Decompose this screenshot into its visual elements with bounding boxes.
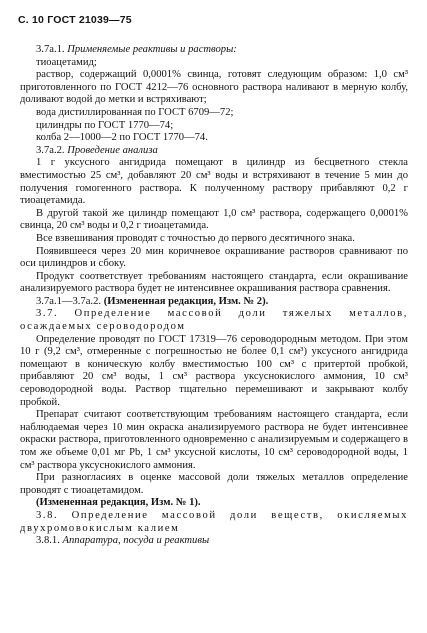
section-3-7a-1-heading	[20, 44, 408, 57]
paragraph: Все взвешивания проводят с точностью до первого десятичного знака.	[36, 232, 355, 244]
paragraph: В другой такой же цилиндр помещают 1,0 см³ раствора, содержащего 0,0001% свинца, 20 см³ воды и 0,2 г тиоацетамида.	[20, 207, 408, 232]
section-3-8-title: 3.8. Определение массовой доли веществ, окисляемых двухромовокислым калием	[20, 509, 408, 534]
reagent-item: цилиндры по ГОСТ 1770—74;	[36, 119, 174, 131]
section-title: Аппаратура, посуда и реактивы	[62, 535, 210, 547]
section-title: Проведение анализа	[67, 144, 158, 156]
amendment-note: (Измененная редакция, Изм. № 1).	[36, 497, 201, 509]
document-body	[20, 44, 408, 548]
section-title: Применяемые реактивы и растворы:	[67, 44, 237, 55]
amendment-range: 3.7а.1—3.7а.2.	[36, 295, 102, 307]
section-number: 3.7а.1.	[36, 44, 65, 55]
amendment-note	[20, 296, 408, 309]
paragraph: При разногласиях в оценке массовой доли тяжелых металлов определение проводят с тиоацетамидом.	[20, 472, 408, 496]
section-number: 3.8.1.	[36, 535, 60, 547]
amendment-text: (Измененная редакция, Изм. № 2).	[103, 295, 269, 307]
section-3-8-1-heading	[20, 535, 408, 548]
paragraph: 1 г уксусного ангидрида помещают в цилиндр из бесцветного стекла вместимостью 25 см³, добавляют 20 см³ воды и встряхивают в течение 5 мин до получения гомогенного раствора. К полученному раствору прибавляют 0,2 г тиоацетамида.	[20, 157, 408, 207]
paragraph: Появившееся через 20 мин коричневое окрашивание растворов сравнивают по оси цилиндров и сбоку.	[20, 245, 408, 270]
reagent-item: колба 2—1000—2 по ГОСТ 1770—74.	[36, 132, 208, 144]
reagent-item: тиоацетамид;	[36, 56, 97, 68]
section-3-7a-2-heading	[20, 145, 408, 158]
section-3-7-title: 3.7. Определение массовой доли тяжелых металлов, осаждаемых сероводородом	[20, 308, 408, 333]
section-number: 3.7а.2.	[36, 144, 65, 156]
paragraph: Препарат считают соответствующим требованиям настоящего стандарта, если наблюдаемая через 10 мин окраска анализируемого раствора не будет интенсивнее окраски раствора, приготовленного одновременно с анализируемым и содержащего в том же объеме 0,01 мг Pb, 1 см³ уксусной кислоты, 10 см³ сероводородной воды, 1 см³ раствора уксуснокислого аммония.	[20, 409, 408, 471]
page-header: С. 10 ГОСТ 21039—75	[18, 14, 132, 26]
reagent-item: раствор, содержащий 0,0001% свинца, готовят следующим образом: 1,0 см³ приготовленного по ГОСТ 4212—76 основного раствора наливают в мерную колбу, доливают водой до метки и встряхивают;	[20, 69, 408, 106]
paragraph: Продукт соответствует требованиям настоящего стандарта, если окрашивание анализируемого раствора будет не интенсивнее окрашивания раствора сравнения.	[20, 270, 408, 295]
reagent-item: вода дистиллированная по ГОСТ 6709—72;	[36, 106, 234, 118]
paragraph: Определение проводят по ГОСТ 17319—76 сероводородным методом. При этом 10 г (9,2 см³, отмеренные с погрешностью не более 0,1 см³) уксусного ангидрида помещают в коническую колбу вместимостью 100 см³ с притертой пробкой, прибавляют 20 см³ воды, 1 см³ раствора уксуснокислого аммония, 10 см³ сероводородной воды. Раствор тщательно перемешивают и закрывают колбу пробкой.	[20, 333, 408, 408]
